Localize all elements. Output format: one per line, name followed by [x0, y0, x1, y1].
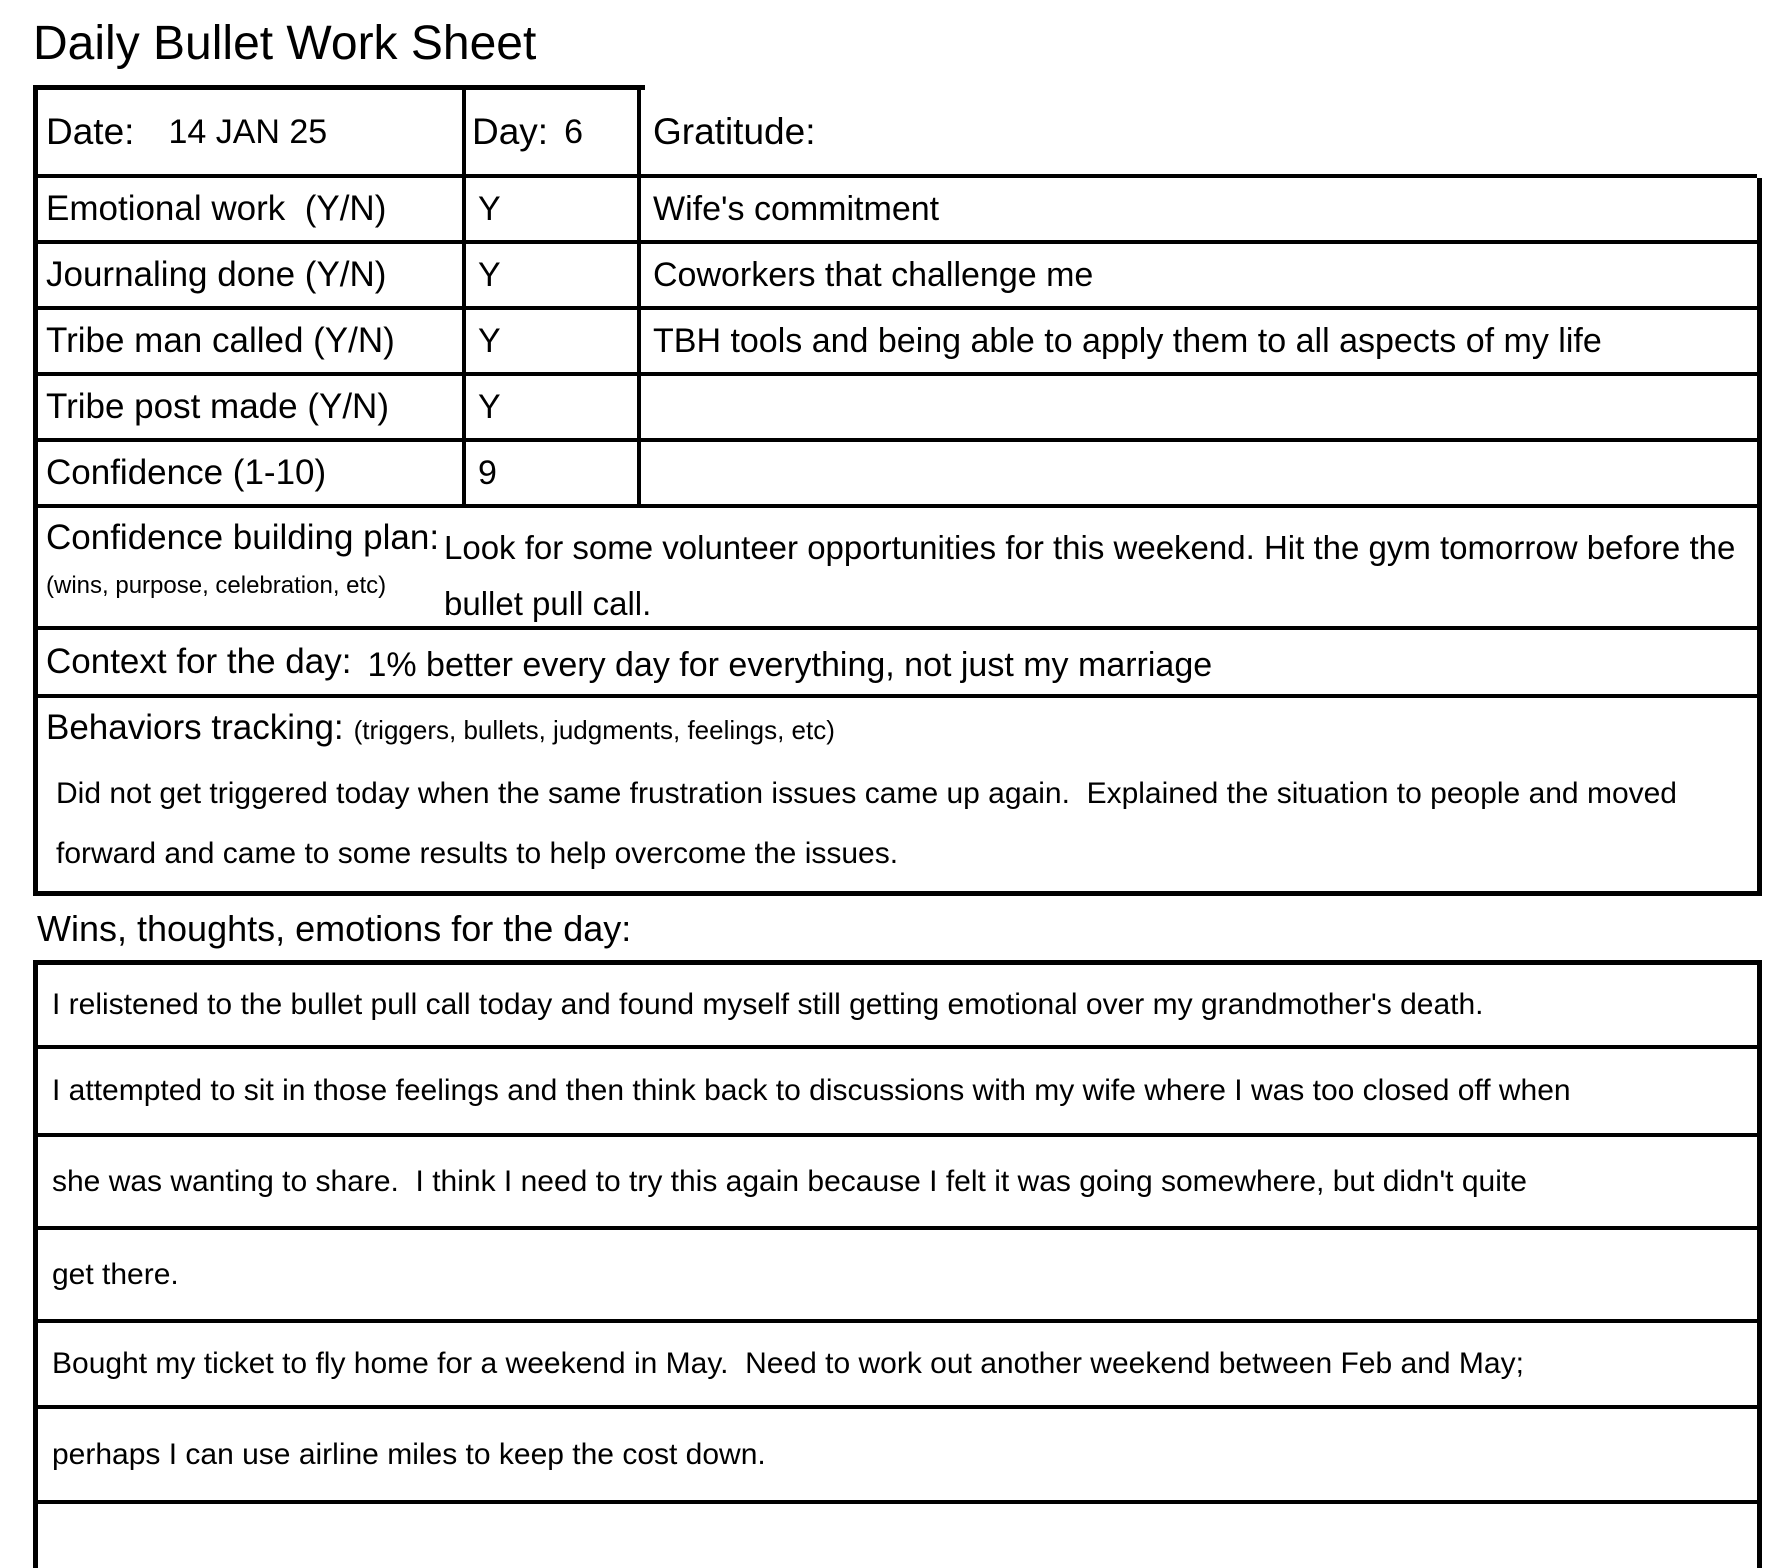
confidence-plan-label: Confidence building plan: — [46, 518, 440, 557]
wins-row-7 — [38, 1504, 1757, 1568]
behaviors-sublabel: (triggers, bullets, judgments, feelings, etc) — [353, 715, 835, 745]
wins-section-heading: Wins, thoughts, emotions for the day: — [37, 908, 632, 949]
gratitude-entry-1: Wife's commitment — [641, 178, 1757, 240]
border-gap-top — [645, 85, 1762, 90]
day-value: 6 — [564, 112, 583, 151]
checklist-value-emotional-work: Y — [466, 178, 637, 240]
confidence-plan-value: Look for some volunteer opportunities for this weekend. Hit the gym tomorrow before the bullet pull call. — [444, 529, 1745, 623]
date-label: Date: — [46, 111, 135, 152]
wins-row-6: perhaps I can use airline miles to keep the cost down. — [38, 1409, 1757, 1500]
checklist-label-tribe-man-called: Tribe man called (Y/N) — [38, 310, 462, 372]
checklist-value-confidence: 9 — [466, 442, 637, 504]
behaviors-header — [46, 708, 1743, 748]
date-cell — [38, 90, 462, 174]
wins-row-4: get there. — [38, 1230, 1757, 1319]
confidence-plan-labels — [46, 518, 444, 600]
checklist-value-tribe-post-made: Y — [466, 376, 637, 438]
wins-row-5: Bought my ticket to fly home for a weekend in May. Need to work out another weekend between Feb and May; — [38, 1323, 1757, 1405]
gratitude-header-cell — [641, 90, 1757, 174]
checklist-label-journaling-done: Journaling done (Y/N) — [38, 244, 462, 306]
confidence-plan-sublabel: (wins, purpose, celebration, etc) — [46, 572, 387, 599]
checklist-label-tribe-post-made: Tribe post made (Y/N) — [38, 376, 462, 438]
checklist-value-tribe-man-called: Y — [466, 310, 637, 372]
day-label: Day: — [472, 111, 549, 152]
wins-row-2: I attempted to sit in those feelings and then think back to discussions with my wife where I was too closed off when — [38, 1049, 1757, 1133]
gratitude-entry-2: Coworkers that challenge me — [641, 244, 1757, 306]
confidence-plan-row — [38, 508, 1757, 626]
behaviors-value: Did not get triggered today when the same frustration issues came up again. Explained the situation to people and moved forward and came to some results to help overcome the issues. — [56, 777, 1686, 870]
context-row — [38, 630, 1757, 694]
wins-row-3: she was wanting to share. I think I need to try this again because I felt it was going somewhere, but didn't quite — [38, 1137, 1757, 1226]
behaviors-label: Behaviors tracking: — [46, 708, 344, 747]
day-cell — [466, 90, 637, 174]
worksheet-page — [33, 16, 1762, 1568]
checklist-label-emotional-work: Emotional work (Y/N) — [38, 178, 462, 240]
checklist-label-confidence: Confidence (1-10) — [38, 442, 462, 504]
border-gap-right — [1757, 85, 1762, 178]
context-value: 1% better every day for everything, not just my marriage — [367, 645, 1213, 684]
daily-form-table — [33, 85, 1762, 896]
wins-row-1: I relistened to the bullet pull call today and found myself still getting emotional over my grandmother's death. — [38, 965, 1757, 1045]
gratitude-entry-4 — [641, 376, 1757, 438]
date-value: 14 JAN 25 — [168, 112, 328, 151]
gratitude-label: Gratitude: — [653, 111, 816, 152]
behaviors-row — [38, 698, 1757, 891]
wins-table — [33, 960, 1762, 1568]
page-title: Daily Bullet Work Sheet — [33, 17, 537, 70]
gratitude-entry-3: TBH tools and being able to apply them to all aspects of my life — [641, 310, 1757, 372]
context-label: Context for the day: — [46, 642, 352, 681]
gratitude-entry-5 — [641, 442, 1757, 504]
checklist-value-journaling-done: Y — [466, 244, 637, 306]
